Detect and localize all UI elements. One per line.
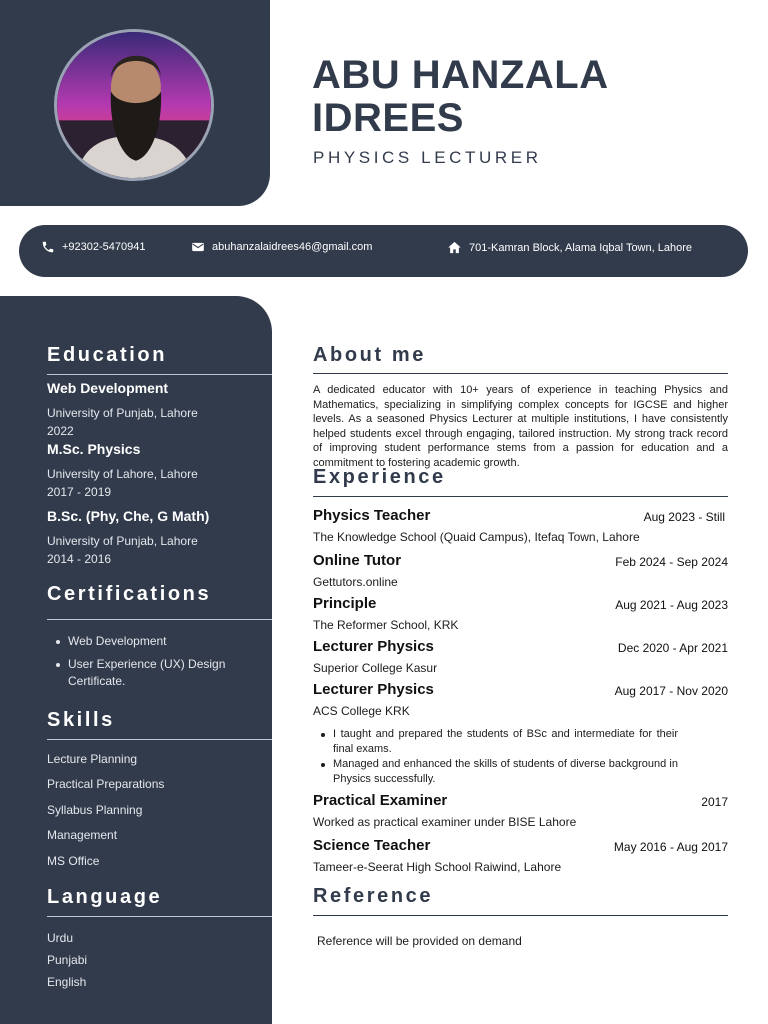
education-years: 2014 - 2016	[47, 552, 112, 566]
home-icon	[447, 240, 462, 255]
experience-bullets	[318, 727, 678, 787]
experience-org: ACS College KRK	[313, 704, 410, 718]
certifications-heading: Certifications	[47, 583, 212, 605]
candidate-name: ABU HANZALA IDREES	[312, 53, 609, 140]
list-item: Syllabus Planning	[47, 803, 143, 817]
experience-role: Lecturer Physics	[313, 638, 434, 655]
experience-org: Worked as practical examiner under BISE Lahore	[313, 815, 577, 829]
experience-role: Science Teacher	[313, 837, 431, 854]
experience-role: Practical Examiner	[313, 792, 448, 809]
education-school: University of Punjab, Lahore	[47, 406, 198, 420]
experience-role: Lecturer Physics	[313, 681, 434, 698]
reference-heading: Reference	[313, 885, 434, 907]
education-heading: Education	[47, 344, 168, 366]
list-item: I taught and prepared the students of BSc and intermediate for their final exams.	[318, 727, 678, 756]
experience-dates: Dec 2020 - Apr 2021	[617, 641, 728, 655]
education-school: University of Punjab, Lahore	[47, 534, 198, 548]
experience-dates: Aug 2021 - Aug 2023	[615, 598, 728, 612]
list-item: MS Office	[47, 854, 100, 868]
experience-org: Gettutors.online	[313, 575, 398, 589]
experience-role: Physics Teacher	[313, 507, 431, 524]
language-heading: Language	[47, 886, 163, 908]
list-item: English	[47, 975, 87, 989]
list-item: Lecture Planning	[47, 752, 138, 766]
education-degree: B.Sc. (Phy, Che, G Math)	[47, 508, 210, 524]
experience-divider	[313, 496, 728, 497]
skills-heading: Skills	[47, 709, 115, 731]
experience-dates: Aug 2023 - Still	[643, 510, 725, 524]
reference-divider	[313, 915, 728, 916]
phone-icon	[41, 240, 55, 254]
experience-dates: Aug 2017 - Nov 2020	[614, 684, 728, 698]
education-degree: M.Sc. Physics	[47, 441, 141, 457]
education-degree: Web Development	[47, 380, 169, 396]
about-divider	[313, 373, 728, 374]
experience-org: The Reformer School, KRK	[313, 618, 459, 632]
contact-bar	[19, 225, 748, 277]
experience-role: Principle	[313, 595, 377, 612]
experience-org: Superior College Kasur	[313, 661, 438, 675]
list-item: Managed and enhanced the skills of students of diverse background in Physics successfully.	[318, 757, 678, 786]
email-address: abuhanzalaidrees46@gmail.com	[212, 241, 373, 253]
certifications-divider	[47, 619, 272, 620]
list-item: Web Development	[52, 633, 252, 650]
photo-panel	[0, 0, 270, 206]
skills-divider	[47, 739, 272, 740]
contact-email	[191, 240, 372, 254]
experience-org: The Knowledge School (Quaid Campus), Itefaq Town, Lahore	[313, 530, 640, 544]
education-divider	[47, 374, 272, 375]
education-years: 2022	[47, 424, 74, 438]
street-address: 701-Kamran Block, Alama Iqbal Town, Lahore	[469, 241, 692, 254]
experience-dates: Feb 2024 - Sep 2024	[615, 555, 728, 569]
list-item: User Experience (UX) Design Certificate.	[52, 656, 252, 690]
list-item: Punjabi	[47, 953, 88, 967]
profile-photo-image	[57, 32, 211, 178]
experience-heading: Experience	[313, 466, 446, 488]
phone-number: +92302-5470941	[62, 241, 146, 253]
about-heading: About me	[313, 344, 427, 366]
experience-role: Online Tutor	[313, 552, 402, 569]
language-divider	[47, 916, 272, 917]
education-years: 2017 - 2019	[47, 485, 112, 499]
about-text: A dedicated educator with 10+ years of experience in teaching Physics and Mathematics, specializing in simplifying complex concepts for IGCSE and higher levels. As a seasoned Physics Lecturer at multiple institutions, I have consistently helped students excel through engaging, tailored instruction. My strong track record of improving student performance stems from a passion for education and a commitment to fostering academic growth.	[313, 384, 728, 469]
contact-phone	[41, 240, 146, 254]
job-title: PHYSICS LECTURER	[313, 148, 542, 167]
list-item: Practical Preparations	[47, 777, 165, 791]
experience-dates: 2017	[701, 795, 728, 809]
list-item: Urdu	[47, 931, 74, 945]
certifications-list	[52, 633, 252, 696]
reference-text: Reference will be provided on demand	[317, 934, 522, 948]
contact-address	[447, 240, 692, 255]
experience-dates: May 2016 - Aug 2017	[613, 840, 728, 854]
list-item: Management	[47, 828, 118, 842]
education-school: University of Lahore, Lahore	[47, 467, 198, 481]
experience-org: Tameer-e-Seerat High School Raiwind, Lahore	[313, 860, 562, 874]
envelope-icon	[191, 240, 205, 254]
profile-photo	[54, 29, 214, 181]
